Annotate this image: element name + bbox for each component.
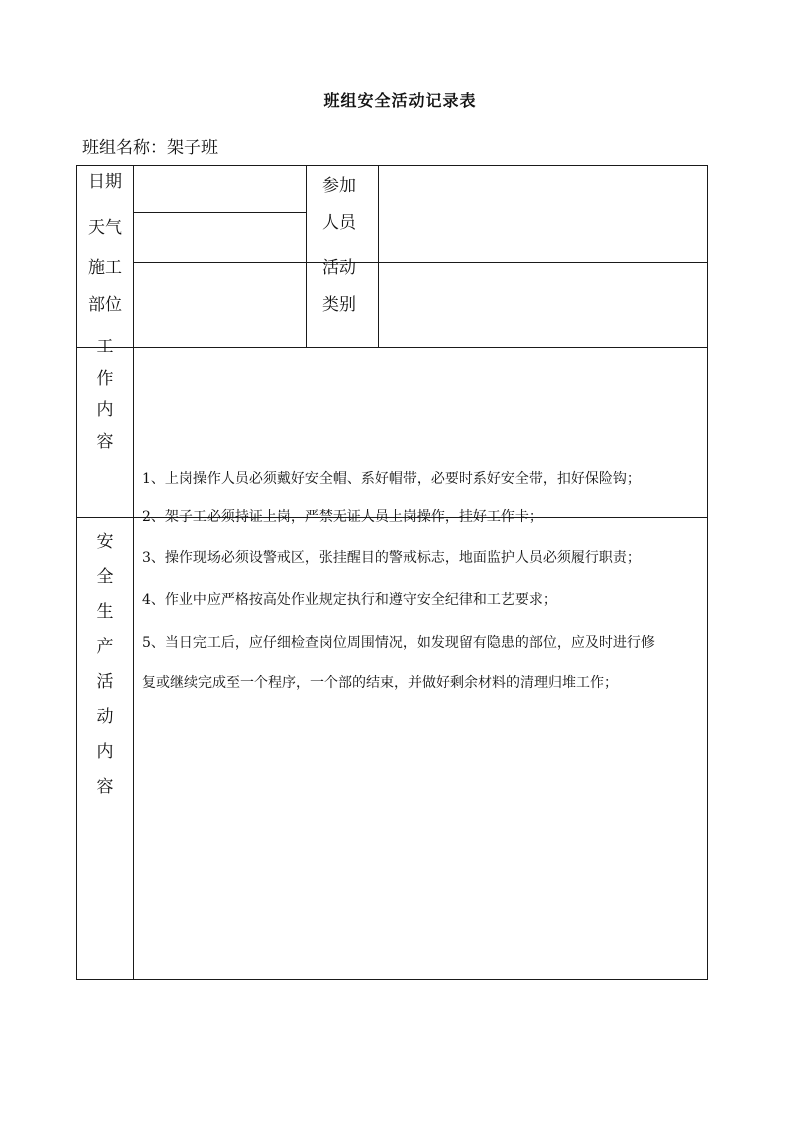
participants-label-line1: 参加 — [322, 176, 356, 196]
col-divider-mid — [306, 165, 307, 348]
table-border-left — [76, 165, 77, 980]
safety-item: 复或继续完成至一个程序，一个部的结束，并做好剩余材料的清理归堆工作； — [142, 675, 618, 691]
safety-item: 4、作业中应严格按高处作业规定执行和遵守安全纪律和工艺要求； — [142, 592, 557, 608]
safety-content-char: 产 — [96, 637, 114, 657]
site-label-line1: 施工 — [88, 258, 122, 278]
work-content-char: 内 — [96, 400, 114, 420]
table-border-right — [707, 165, 708, 980]
safety-content-char: 生 — [96, 602, 114, 622]
safety-content-char: 动 — [96, 707, 114, 727]
safety-content-char: 容 — [96, 777, 114, 797]
activity-type-label-line1: 活动 — [322, 258, 356, 278]
col-divider-label — [133, 165, 134, 980]
safety-item: 1、上岗操作人员必须戴好安全帽、系好帽带，必要时系好安全带，扣好保险钩； — [142, 471, 641, 487]
safety-content-char: 全 — [96, 567, 114, 587]
safety-item: 2、架子工必须持证上岗，严禁无证人员上岗操作，挂好工作卡； — [142, 509, 543, 525]
work-content-char: 容 — [96, 432, 114, 452]
team-name: 班组名称：架子班 — [82, 138, 218, 158]
row-divider-site — [76, 347, 708, 348]
site-label-line2: 部位 — [88, 295, 122, 315]
weather-label: 天气 — [88, 218, 122, 238]
date-label: 日期 — [88, 172, 122, 192]
safety-content-char: 内 — [96, 742, 114, 762]
participants-label-line2: 人员 — [322, 213, 356, 233]
work-content-char: 作 — [96, 369, 114, 389]
work-content-char: 工 — [96, 337, 114, 357]
col-divider-right — [378, 165, 379, 348]
table-border-bottom — [76, 979, 708, 980]
activity-type-label-line2: 类别 — [322, 295, 356, 315]
page-title: 班组安全活动记录表 — [323, 91, 477, 110]
safety-item: 3、操作现场必须设警戒区，张挂醒目的警戒标志，地面监护人员必须履行职责； — [142, 550, 641, 566]
safety-item: 5、当日完工后，应仔细检查岗位周围情况，如发现留有隐患的部位，应及时进行修 — [142, 635, 655, 651]
work-content-label — [93, 330, 117, 458]
safety-content-char: 活 — [96, 672, 114, 692]
table-border-top — [76, 165, 708, 166]
safety-content-label — [93, 525, 117, 805]
row-divider-date — [133, 212, 306, 213]
safety-content-char: 安 — [96, 532, 114, 552]
row-divider-weather — [133, 262, 707, 263]
